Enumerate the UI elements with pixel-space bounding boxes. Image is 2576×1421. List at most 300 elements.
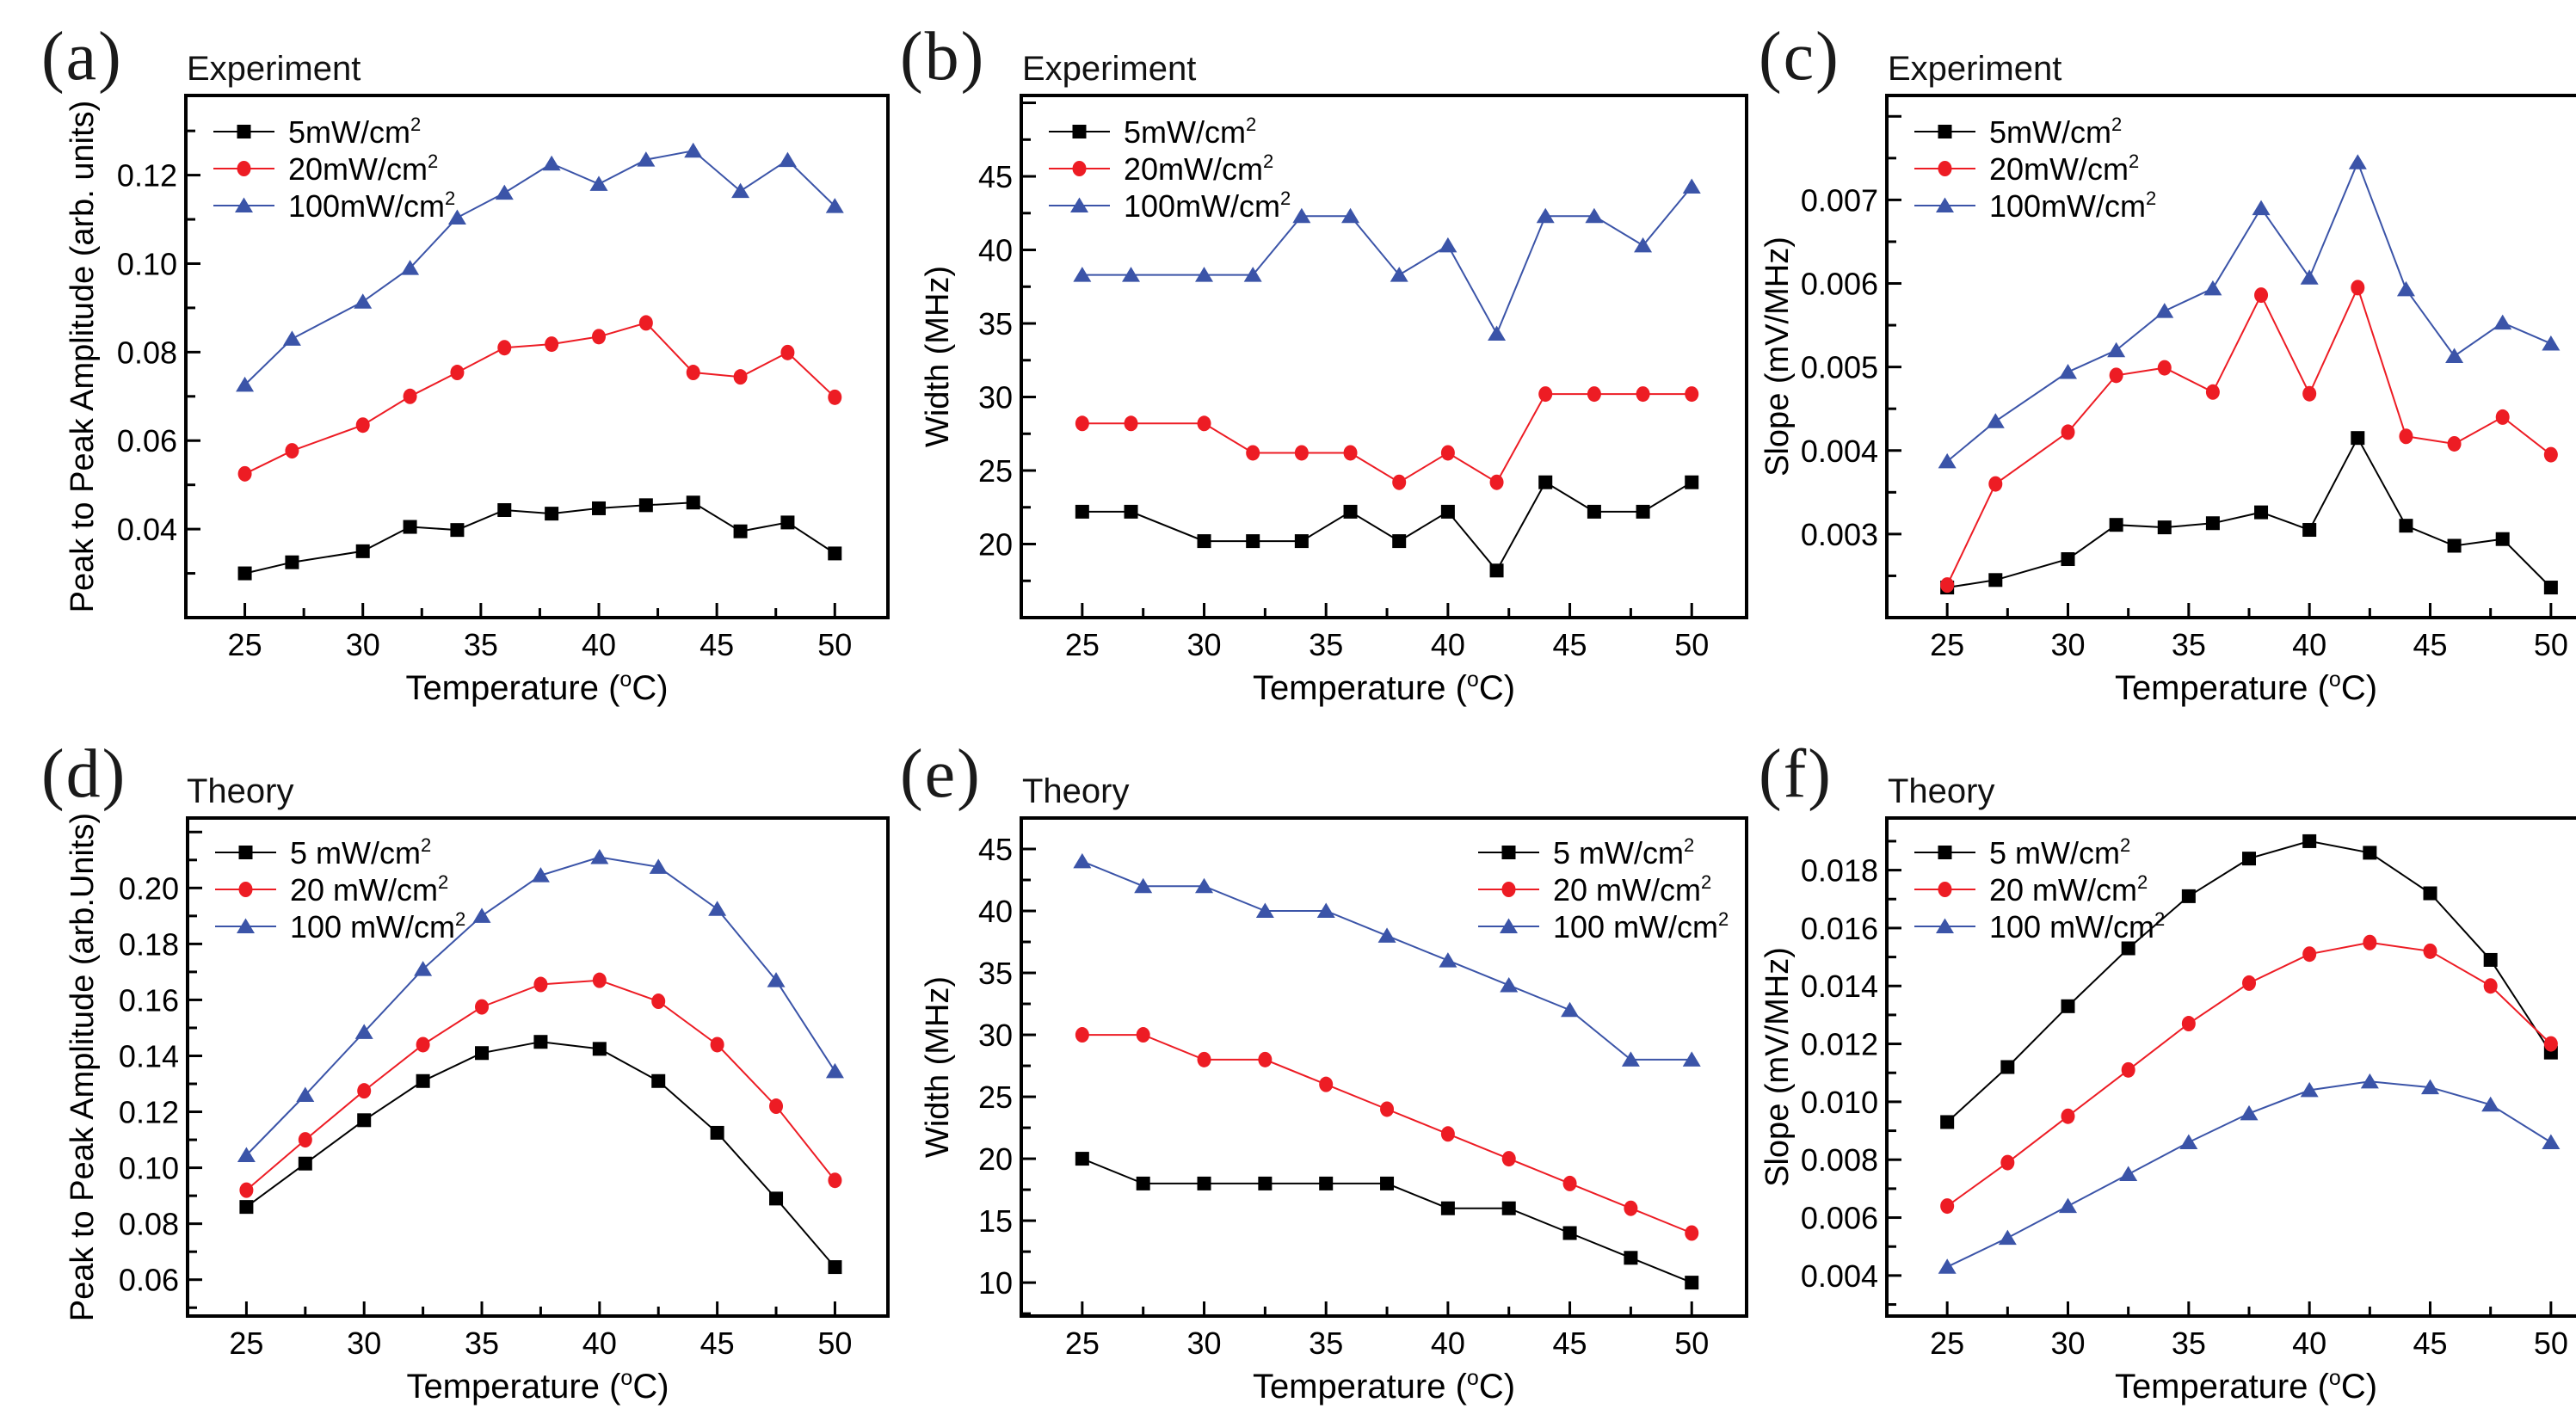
y-tick-label: 0.08: [116, 335, 177, 371]
series-line: [245, 323, 835, 473]
y-tick-label: 0.014: [1800, 969, 1878, 1005]
x-tick-label: 40: [581, 627, 617, 662]
series-20-mw-cm-: [1075, 1027, 1698, 1240]
marker-square: [1502, 1202, 1516, 1215]
panel-f: [1752, 717, 2576, 1421]
y-tick-label: 0.012: [1800, 1026, 1878, 1062]
marker-triangle: [2481, 1097, 2499, 1112]
marker-circle: [1198, 415, 1211, 431]
panel-title-f: Theory: [1888, 772, 1995, 810]
x-tick-label: 35: [1309, 1326, 1344, 1361]
marker-square: [404, 520, 417, 534]
series-5-mw-cm-: [239, 1035, 841, 1274]
panel-title-e: Theory: [1022, 772, 1130, 810]
marker-circle: [239, 1183, 253, 1198]
marker-square: [2424, 887, 2437, 901]
marker-triangle: [448, 209, 466, 224]
marker-square: [1490, 563, 1504, 577]
x-tick-label: 40: [2292, 1326, 2327, 1361]
series-20-mw-cm-: [239, 973, 841, 1198]
y-axis-title: Width (MHz): [920, 265, 956, 448]
marker-circle: [1587, 386, 1601, 402]
marker-square: [1624, 1251, 1637, 1264]
marker-square: [1075, 505, 1089, 519]
marker-square: [2448, 538, 2462, 552]
legend: [1049, 114, 1291, 224]
marker-triangle: [2542, 1135, 2560, 1150]
x-tick-label: 45: [2413, 1326, 2448, 1361]
marker-square: [639, 498, 653, 512]
marker-triangle: [2349, 154, 2367, 169]
legend: [215, 834, 465, 944]
marker-circle: [828, 390, 841, 405]
y-axis: [119, 832, 202, 1307]
legend: [213, 114, 455, 224]
legend: [1478, 834, 1729, 944]
y-tick-label: 30: [977, 1018, 1013, 1054]
marker-circle: [497, 340, 511, 355]
marker-square: [1685, 1276, 1698, 1289]
marker-triangle: [532, 867, 550, 883]
panel-d: [34, 717, 893, 1421]
y-tick-label: 0.007: [1800, 182, 1878, 218]
marker-triangle: [2361, 1073, 2379, 1089]
marker-square: [769, 1191, 783, 1205]
marker-square: [533, 1035, 547, 1049]
marker-square: [497, 503, 511, 517]
marker-square: [2242, 852, 2256, 865]
marker-circle: [2206, 384, 2220, 400]
marker-circle: [2110, 367, 2123, 383]
y-axis-title: Width (MHz): [920, 975, 956, 1159]
marker-circle: [592, 329, 606, 344]
x-tick-label: 30: [1186, 627, 1222, 662]
marker-triangle: [496, 185, 514, 200]
marker-square: [1319, 1177, 1333, 1190]
legend-label: $5mW/cm^2$: [1989, 114, 2123, 150]
x-tick-label: 50: [2533, 1326, 2568, 1361]
marker-square: [1392, 534, 1406, 548]
y-tick-label: 35: [977, 956, 1013, 992]
marker-triangle: [684, 143, 702, 158]
y-tick-label: 0.005: [1800, 349, 1878, 385]
y-axis-title: Peak to Peak Amplitude (arb.Units): [65, 812, 101, 1322]
marker-circle: [2399, 428, 2413, 444]
x-axis: [1930, 1301, 2568, 1361]
marker-circle: [416, 1037, 430, 1052]
y-tick-label: 0.010: [1800, 1084, 1878, 1120]
marker-circle: [1538, 386, 1552, 402]
marker-circle: [1137, 1027, 1150, 1043]
y-tick-label: 0.003: [1800, 516, 1878, 552]
chart-experiment-amplitude: [34, 14, 893, 717]
marker-square: [1344, 505, 1358, 519]
y-tick-label: 0.008: [1800, 1142, 1878, 1178]
marker-triangle: [590, 175, 608, 191]
y-tick-label: 0.12: [116, 157, 177, 194]
panel-a: [34, 14, 893, 717]
y-tick-label: 25: [977, 453, 1013, 489]
x-axis: [1065, 603, 1709, 662]
marker-circle: [1073, 161, 1087, 176]
marker-square: [651, 1074, 665, 1088]
x-axis: [1065, 1301, 1709, 1361]
marker-circle: [1502, 882, 1516, 897]
x-tick-label: 30: [2050, 627, 2086, 662]
marker-triangle: [543, 156, 561, 171]
legend-label: 5 $mW/cm^2$: [1989, 834, 2131, 870]
x-tick-label: 25: [1930, 1326, 1965, 1361]
marker-square: [1295, 534, 1309, 548]
y-tick-label: 0.004: [1800, 1258, 1878, 1294]
marker-square: [1563, 1227, 1577, 1240]
marker-square: [2544, 581, 2558, 594]
marker-triangle: [2119, 1166, 2137, 1182]
series-100-mw-cm-: [1938, 1073, 2561, 1274]
legend-label: 5 $mW/cm^2$: [1553, 834, 1695, 870]
chart-theory-amplitude: [34, 717, 893, 1421]
chart-theory-slope: [1752, 717, 2576, 1421]
x-tick-label: 45: [2413, 627, 2448, 662]
marker-triangle: [2059, 364, 2077, 379]
x-tick-label: 50: [817, 627, 853, 662]
marker-triangle: [2397, 281, 2415, 297]
marker-triangle: [1999, 1230, 2017, 1246]
marker-circle: [639, 315, 653, 330]
marker-triangle: [767, 972, 786, 987]
marker-square: [2496, 532, 2510, 546]
chart-experiment-width: [893, 14, 1752, 717]
legend-label: $100mW/cm^2$: [1124, 188, 1291, 224]
x-tick-label: 30: [347, 1326, 382, 1361]
legend-label: $20mW/cm^2$: [288, 151, 439, 187]
marker-square: [1502, 846, 1516, 859]
marker-circle: [2158, 360, 2172, 376]
marker-triangle: [779, 152, 797, 168]
marker-circle: [2363, 935, 2376, 950]
x-tick-label: 30: [1186, 1326, 1222, 1361]
marker-square: [2399, 519, 2413, 532]
series-20-mw-cm-: [1940, 935, 2558, 1214]
marker-circle: [2000, 1155, 2014, 1171]
y-tick-label: 15: [977, 1203, 1013, 1240]
marker-square: [1198, 534, 1211, 548]
marker-circle: [299, 1132, 312, 1147]
series-5mw-cm-: [1075, 476, 1698, 578]
y-tick-label: 0.12: [118, 1094, 179, 1130]
marker-circle: [475, 1000, 489, 1015]
series-line: [246, 981, 835, 1190]
marker-circle: [1988, 477, 2002, 492]
marker-square: [592, 501, 606, 515]
marker-square: [357, 1113, 371, 1127]
marker-circle: [239, 882, 253, 897]
marker-square: [1988, 573, 2002, 587]
marker-square: [1587, 505, 1601, 519]
x-tick-label: 40: [1430, 1326, 1465, 1361]
marker-square: [2206, 516, 2220, 530]
marker-circle: [2122, 1062, 2135, 1078]
marker-circle: [1685, 386, 1698, 402]
y-tick-label: 0.06: [116, 423, 177, 459]
marker-circle: [780, 345, 794, 360]
legend-label: $100mW/cm^2$: [1989, 188, 2157, 224]
y-tick-label: 0.08: [118, 1206, 179, 1242]
y-tick-label: 0.18: [118, 926, 179, 963]
marker-circle: [1198, 1052, 1211, 1067]
marker-square: [1246, 534, 1260, 548]
marker-square: [1198, 1177, 1211, 1190]
x-tick-label: 50: [2533, 627, 2568, 662]
marker-square: [1538, 476, 1552, 489]
x-axis-title: Temperature ($^o$C): [406, 1366, 669, 1406]
series-5-mw-cm-: [1075, 1152, 1698, 1289]
y-tick-label: 20: [977, 1141, 1013, 1178]
marker-square: [1125, 505, 1138, 519]
x-tick-label: 30: [345, 627, 380, 662]
marker-square: [780, 515, 794, 529]
panel-letter-a: (a): [41, 19, 123, 95]
marker-triangle: [283, 330, 301, 346]
marker-circle: [1490, 475, 1504, 490]
marker-square: [1938, 846, 1952, 859]
x-tick-label: 40: [1430, 627, 1465, 662]
marker-circle: [1563, 1176, 1577, 1191]
x-tick-label: 25: [1064, 627, 1100, 662]
marker-square: [2254, 506, 2268, 520]
marker-triangle: [2059, 1198, 2077, 1214]
x-axis-title: Temperature ($^o$C): [2114, 1366, 2378, 1406]
y-tick-label: 0.20: [118, 870, 179, 907]
marker-circle: [238, 466, 252, 482]
marker-circle: [1685, 1226, 1698, 1241]
marker-square: [285, 556, 299, 569]
legend-label: 100 $mW/cm^2$: [290, 908, 466, 944]
marker-circle: [1441, 445, 1455, 460]
marker-circle: [1502, 1151, 1516, 1166]
series-20mw-cm-: [1940, 280, 2558, 593]
panel-title-d: Theory: [187, 772, 294, 810]
marker-circle: [2424, 944, 2437, 959]
marker-square: [1073, 125, 1087, 138]
marker-circle: [687, 365, 700, 380]
x-axis: [1930, 603, 2568, 662]
x-tick-label: 25: [1064, 1326, 1100, 1361]
marker-triangle: [708, 901, 726, 916]
y-tick-label: 10: [977, 1265, 1013, 1301]
marker-circle: [357, 1083, 371, 1098]
marker-circle: [2544, 1037, 2558, 1052]
y-tick-label: 0.004: [1800, 433, 1878, 469]
panel-letter-b: (b): [900, 19, 986, 95]
marker-circle: [1624, 1201, 1637, 1216]
marker-circle: [404, 389, 417, 404]
marker-triangle: [1488, 325, 1506, 341]
legend-label: 20 $mW/cm^2$: [290, 871, 449, 907]
y-tick-label: 45: [977, 159, 1013, 195]
marker-square: [416, 1074, 430, 1088]
panel-letter-e: (e): [900, 736, 982, 812]
y-tick-label: 35: [977, 306, 1013, 342]
marker-square: [1940, 1115, 1954, 1129]
series-line: [1082, 483, 1692, 571]
legend: [1914, 834, 2165, 944]
y-tick-label: 0.006: [1800, 266, 1878, 302]
marker-triangle: [2252, 200, 2271, 216]
marker-circle: [2484, 978, 2498, 993]
marker-square: [828, 1260, 841, 1274]
panel-title-c: Experiment: [1888, 50, 2062, 88]
marker-square: [711, 1126, 724, 1140]
marker-square: [593, 1042, 607, 1055]
marker-circle: [1319, 1077, 1333, 1092]
panel-c: [1752, 14, 2576, 717]
chart-theory-width: [893, 717, 1752, 1421]
x-axis: [229, 1301, 852, 1361]
series-line: [1082, 1035, 1692, 1233]
legend-label: $100mW/cm^2$: [288, 188, 456, 224]
legend-label: $20mW/cm^2$: [1989, 151, 2140, 187]
legend-label: $5mW/cm^2$: [288, 114, 422, 150]
marker-triangle: [1938, 1258, 1957, 1274]
marker-triangle: [1987, 413, 2005, 428]
marker-circle: [1938, 161, 1952, 176]
marker-circle: [593, 973, 607, 988]
y-tick-label: 0.10: [116, 246, 177, 282]
x-tick-label: 25: [229, 1326, 264, 1361]
marker-circle: [1938, 882, 1952, 897]
y-axis-title: Peak to Peak Amplitude (arb. units): [65, 100, 101, 613]
y-tick-label: 0.04: [116, 512, 177, 548]
x-tick-label: 35: [2171, 1326, 2206, 1361]
marker-square: [299, 1157, 312, 1171]
marker-square: [239, 1200, 253, 1214]
marker-circle: [285, 443, 299, 458]
series-5mw-cm-: [238, 495, 842, 580]
marker-triangle: [1390, 267, 1408, 282]
marker-circle: [651, 993, 665, 1009]
y-tick-label: 0.16: [118, 982, 179, 1018]
series-5mw-cm-: [1940, 431, 2558, 594]
marker-circle: [711, 1037, 724, 1052]
x-tick-label: 45: [699, 1326, 735, 1361]
y-axis-title: Slope (mV/MHz): [1759, 947, 1796, 1187]
legend-label: 100 $mW/cm^2$: [1989, 908, 2166, 944]
marker-circle: [1940, 577, 1954, 593]
x-tick-label: 35: [464, 1326, 500, 1361]
legend-label: 100 $mW/cm^2$: [1553, 908, 1729, 944]
y-axis: [978, 103, 1036, 581]
marker-circle: [2061, 424, 2075, 440]
marker-circle: [2302, 946, 2316, 962]
marker-square: [1938, 125, 1952, 138]
x-tick-label: 35: [2171, 627, 2206, 662]
marker-circle: [2544, 447, 2558, 463]
y-axis-title: Slope (mV/MHz): [1759, 237, 1796, 477]
marker-circle: [2061, 1109, 2075, 1124]
legend-label: $5mW/cm^2$: [1124, 114, 1257, 150]
y-axis: [117, 131, 200, 573]
marker-circle: [1258, 1052, 1272, 1067]
panel-letter-c: (c): [1759, 19, 1840, 95]
marker-square: [450, 523, 464, 537]
panel-title-b: Experiment: [1022, 50, 1197, 88]
y-tick-label: 0.06: [118, 1262, 179, 1298]
marker-triangle: [1561, 1002, 1579, 1018]
marker-square: [2182, 889, 2196, 903]
marker-circle: [533, 977, 547, 993]
marker-circle: [356, 417, 370, 433]
y-tick-label: 0.006: [1800, 1200, 1878, 1236]
panel-e: [893, 717, 1752, 1421]
marker-square: [1441, 1202, 1455, 1215]
y-tick-label: 20: [977, 526, 1013, 563]
marker-circle: [2448, 436, 2462, 452]
x-tick-label: 25: [227, 627, 262, 662]
marker-circle: [1075, 415, 1089, 431]
marker-circle: [1075, 1027, 1089, 1043]
y-tick-label: 0.016: [1800, 910, 1878, 946]
marker-circle: [1125, 415, 1138, 431]
marker-square: [1636, 505, 1650, 519]
marker-triangle: [2493, 315, 2511, 330]
series-line: [1082, 394, 1692, 483]
marker-square: [1685, 476, 1698, 489]
marker-circle: [1295, 445, 1309, 460]
marker-triangle: [590, 849, 608, 864]
marker-circle: [769, 1098, 783, 1114]
series-line: [1947, 438, 2551, 587]
marker-circle: [1246, 445, 1260, 460]
marker-square: [1137, 1177, 1150, 1190]
x-tick-label: 50: [1674, 627, 1710, 662]
marker-triangle: [1634, 237, 1652, 253]
marker-circle: [734, 369, 748, 384]
series-20mw-cm-: [1075, 386, 1698, 490]
panel-letter-d: (d): [41, 736, 127, 812]
marker-square: [356, 544, 370, 558]
marker-circle: [450, 365, 464, 380]
marker-triangle: [2179, 1135, 2197, 1150]
x-axis-title: Temperature ($^o$C): [2114, 667, 2378, 707]
legend-label: $20mW/cm^2$: [1124, 151, 1274, 187]
marker-circle: [1441, 1126, 1455, 1141]
legend: [1914, 114, 2156, 224]
marker-square: [2484, 953, 2498, 967]
x-tick-label: 35: [1309, 627, 1344, 662]
legend-label: 20 $mW/cm^2$: [1989, 871, 2148, 907]
marker-square: [2158, 520, 2172, 534]
panel-b: [893, 14, 1752, 717]
marker-circle: [2242, 975, 2256, 991]
marker-circle: [2351, 280, 2364, 295]
marker-square: [475, 1046, 489, 1060]
panel-title-a: Experiment: [187, 50, 361, 88]
marker-circle: [2182, 1016, 2196, 1031]
marker-square: [734, 525, 748, 538]
marker-square: [2110, 518, 2123, 532]
y-tick-label: 30: [977, 379, 1013, 415]
x-tick-label: 25: [1930, 627, 1965, 662]
marker-square: [1075, 1152, 1089, 1166]
marker-circle: [1344, 445, 1358, 460]
x-tick-label: 45: [1552, 627, 1587, 662]
marker-square: [2302, 834, 2316, 848]
y-axis: [978, 832, 1036, 1313]
marker-triangle: [1073, 853, 1091, 869]
marker-circle: [545, 336, 558, 352]
marker-square: [2000, 1061, 2014, 1074]
